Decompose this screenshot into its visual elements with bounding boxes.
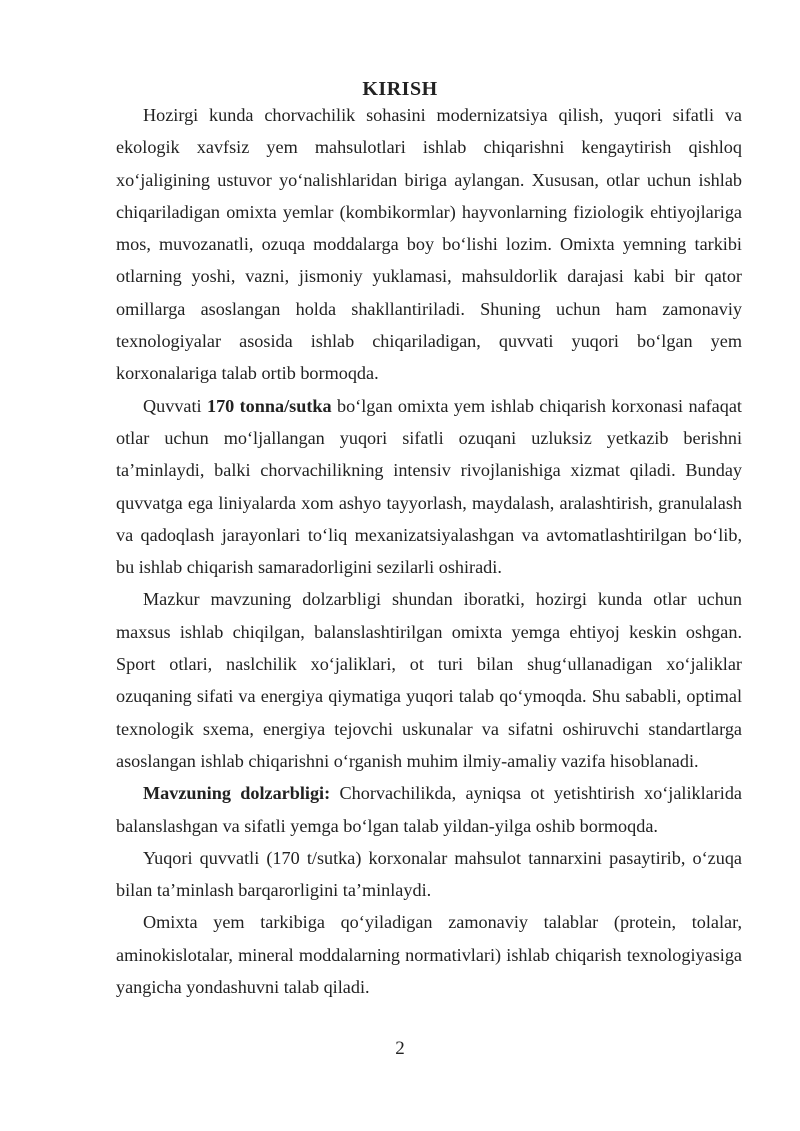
page-number: 2 — [395, 1038, 405, 1059]
paragraph-relevance: Mazkur mavzuning dolzarbligi shundan iboratki, hozirgi kunda otlar uchun maxsus ishlab chiqilgan, balanslashtirilgan omixta yemga ehtiyoj keskin oshgan. Sport otlari, naslchilik xo‘jaliklari, ot turi bilan shug‘ullanadigan xo‘jaliklar ozuqaning sifati va energiya qiymatiga yuqori talab qo‘ymoqda. Shu sababli, optimal texnologik sxema, energiya tejovchi uskunalar va sifatni oshiruvchi standartlarga asoslangan ishlab chiqarishni o‘rganish muhim ilmiy-amaliy vazifa hisoblanadi. — [116, 589, 742, 771]
paragraph-capacity — [116, 390, 742, 584]
paragraph-topic-relevance — [116, 777, 742, 842]
section-heading: KIRISH — [362, 78, 438, 100]
paragraph-text: Chorvachilikda, ayniqsa ot yetishtirish xo‘jaliklarida balanslashgan va sifatli yemga bo‘lgan talab yildan-yilga oshib bormoqda. — [116, 783, 742, 836]
bold-capacity: 170 tonna/sutka — [206, 395, 332, 416]
paragraph-high-capacity: Yuqori quvvatli (170 t/sutka) korxonalar mahsulot tannarxini pasaytirib, o‘zuqa bilan ta’minlash barqarorligini ta’minlaydi. — [116, 847, 742, 901]
paragraph-requirements: Omixta yem tarkibiga qo‘yiladigan zamonaviy talablar (protein, tolalar, aminokislotalar, mineral moddalarning normativlari) ishlab chiqarish texnologiyasiga yangicha yondashuvni talab qiladi. — [116, 912, 742, 998]
paragraph-text: bo‘lgan omixta yem ishlab chiqarish korxonasi nafaqat otlar uchun mo‘ljallangan yuqori sifatli ozuqani uzluksiz yetkazib berishni ta’minlaydi, balki chorvachilikning intensiv rivojlanishiga xizmat qiladi. Bunday quvvatga ega liniyalarda xom ashyo tayyorlash, maydalash, aralashtirish, granulalash va qadoqlash jarayonlari to‘liq mexanizatsiyalashgan va avtomatlashtirilgan bo‘lib, bu ishlab chiqarish samaradorligini sezilarli oshiradi. — [116, 395, 742, 578]
bold-lead: Mavzuning dolzarbligi: — [143, 783, 331, 804]
body-text — [116, 99, 742, 1003]
paragraph-text: Quvvati — [143, 395, 207, 416]
paragraph-intro: Hozirgi kunda chorvachilik sohasini modernizatsiya qilish, yuqori sifatli va ekologik xavfsiz yem mahsulotlari ishlab chiqarishni kengaytirish qishloq xo‘jaligining ustuvor yo‘nalishlaridan biriga aylangan. Xususan, otlar uchun ishlab chiqariladigan omixta yemlar (kombikormlar) hayvonlarning fiziologik ehtiyojlariga mos, muvozanatli, ozuqa moddalarga boy bo‘lishi lozim. Omixta yemning tarkibi otlarning yoshi, vazni, jismoniy yuklamasi, mahsuldorlik darajasi kabi bir qator omillarga asoslangan holda shakllantiriladi. Shuning uchun ham zamonaviy texnologiyalar asosida ishlab chiqariladigan, quvvati yuqori bo‘lgan yem korxonalariga talab ortib bormoqda. — [116, 105, 742, 384]
